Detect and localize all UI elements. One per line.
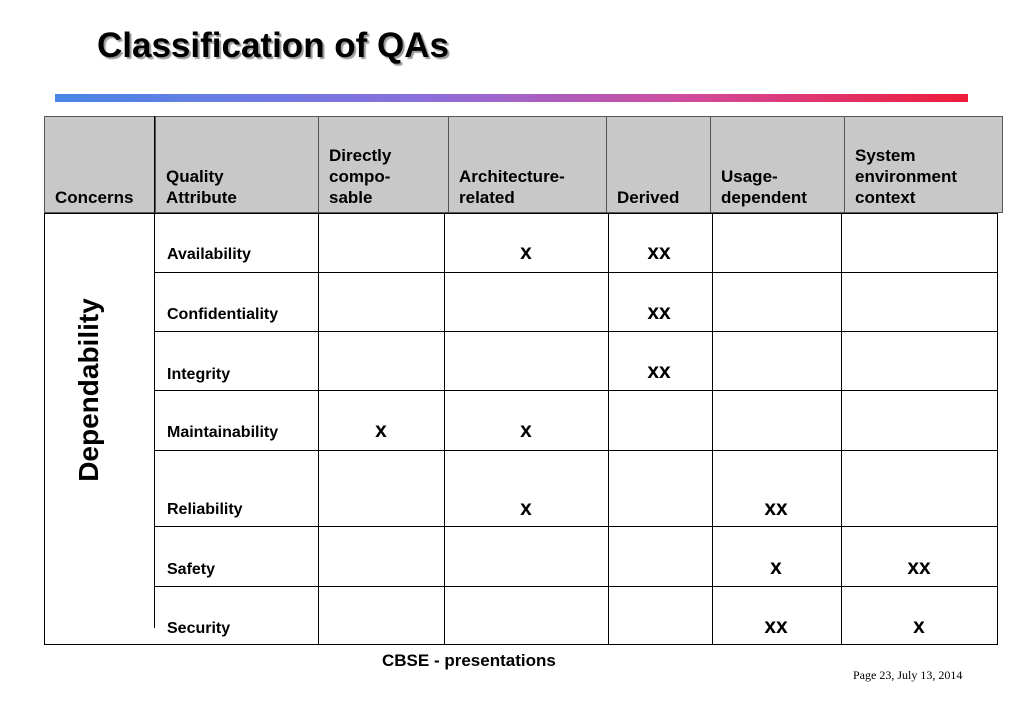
quality-attribute-name: Security <box>167 620 231 637</box>
header-label <box>459 166 565 208</box>
header-label-line: Quality <box>166 167 224 186</box>
header-label-line: Usage- <box>721 167 778 186</box>
classification-mark: x <box>520 497 532 520</box>
header-label-line: Attribute <box>166 188 237 207</box>
header-label-line: compo- <box>329 167 391 186</box>
table-vline <box>841 213 842 644</box>
table-hline <box>44 644 998 645</box>
header-label <box>617 187 679 208</box>
header-label-line: context <box>855 188 916 207</box>
quality-attribute-name: Reliability <box>167 501 243 518</box>
quality-attribute-name: Availability <box>167 246 251 263</box>
classification-mark: xx <box>907 556 931 579</box>
title-gradient-rule <box>55 94 968 102</box>
table-hline <box>154 390 998 391</box>
classification-mark: xx <box>764 615 788 638</box>
header-cell-architecture-related <box>448 116 607 213</box>
header-label-line: System <box>855 146 916 165</box>
classification-mark: x <box>913 615 925 638</box>
quality-attribute-name: Maintainability <box>167 424 279 441</box>
classification-mark: xx <box>647 360 671 383</box>
header-label-line: sable <box>329 188 373 207</box>
table-vline <box>154 116 155 628</box>
classification-mark: x <box>770 556 782 579</box>
header-label-line: Derived <box>617 188 680 207</box>
header-cell-system-environment-context <box>844 116 1003 213</box>
quality-attribute-name: Safety <box>167 561 216 578</box>
header-label <box>721 166 807 208</box>
header-label-line: related <box>459 188 515 207</box>
table-hline <box>44 213 998 214</box>
header-label-line: dependent <box>721 188 807 207</box>
classification-mark: x <box>520 241 532 264</box>
header-label-line: Directly <box>329 146 392 165</box>
concern-label: Dependability <box>73 298 104 482</box>
header-label-line: Concerns <box>55 188 134 207</box>
table-vline <box>608 213 609 644</box>
classification-mark: xx <box>764 497 788 520</box>
header-cell-directly-composable <box>318 116 449 213</box>
header-label <box>329 145 391 208</box>
table-vline <box>44 213 45 644</box>
table-hline <box>154 526 998 527</box>
header-label <box>55 187 133 208</box>
quality-attribute-name: Integrity <box>167 366 231 383</box>
header-label <box>166 166 237 208</box>
table-vline <box>444 213 445 644</box>
table-hline <box>154 272 998 273</box>
footer-text: CBSE - presentations <box>382 651 556 670</box>
classification-mark: x <box>375 419 387 442</box>
page-info: Page 23, July 13, 2014 <box>853 668 963 682</box>
table-vline <box>997 213 998 644</box>
table-hline <box>154 331 998 332</box>
classification-mark: xx <box>647 241 671 264</box>
table-hline <box>154 586 998 587</box>
classification-mark: x <box>520 419 532 442</box>
quality-attribute-name: Confidentiality <box>167 306 279 323</box>
header-cell-quality-attribute <box>155 116 319 213</box>
header-label <box>855 145 957 208</box>
header-cell-concerns <box>44 116 155 213</box>
table-vline <box>712 213 713 644</box>
header-cell-derived <box>606 116 711 213</box>
header-label-line: Architecture- <box>459 167 565 186</box>
classification-mark: xx <box>647 301 671 324</box>
header-cell-usage-dependent <box>710 116 845 213</box>
header-label-line: environment <box>855 167 958 186</box>
table-hline <box>154 450 998 451</box>
slide-title: Classification of QAs <box>97 26 450 65</box>
table-vline <box>318 213 319 644</box>
